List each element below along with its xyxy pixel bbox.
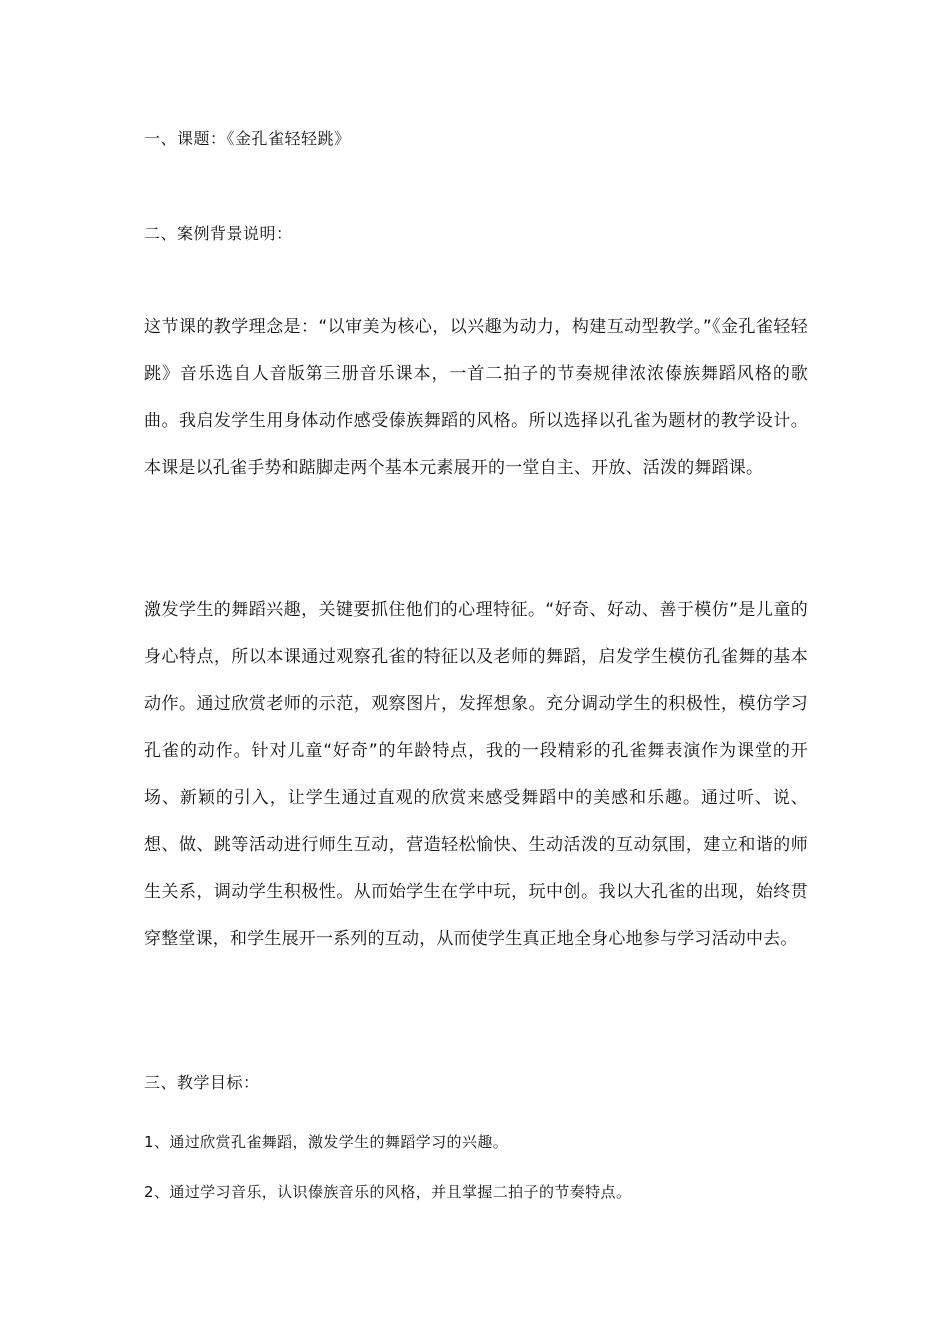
section-3-heading: 三、教学目标： [144, 1073, 260, 1092]
goal-item-1: 1、通过欣赏孔雀舞蹈，激发学生的舞蹈学习的兴趣。 [144, 1133, 509, 1151]
goal-item-2: 2、通过学习音乐，认识傣族音乐的风格，并且掌握二拍子的节奏特点。 [144, 1183, 632, 1201]
background-paragraph-2: 激发学生的舞蹈兴趣，关键要抓住他们的心理特征。“好奇、好动、善于模仿”是儿童的身心特点，所以本课通过观察孔雀的特征以及老师的舞蹈，启发学生模仿孔雀舞的基本动作。通过欣赏老师的示范，观察图片，发挥想象。充分调动学生的积极性，模仿学习孔雀的动作。针对儿童“好奇”的年龄特点，我的一段精彩的孔雀舞表演作为课堂的开场、新颖的引入，让学生通过直观的欣赏来感受舞蹈中的美感和乐趣。通过听、说、想、做、跳等活动进行师生互动，营造轻松愉快、生动活泼的互动氛围，建立和谐的师生关系，调动学生积极性。从而始学生在学中玩，玩中创。我以大孔雀的出现，始终贯穿整堂课，和学生展开一系列的互动，从而使学生真正地全身心地参与学习活动中去。 [144, 600, 808, 949]
section-2-heading: 二、案例背景说明： [144, 224, 293, 243]
section-1-heading: 一、课题：《金孔雀轻轻跳》 [144, 129, 351, 148]
background-paragraph-1: 这节课的教学理念是：“以审美为核心，以兴趣为动力，构建互动型教学。”《金孔雀轻轻跳》音乐选自人音版第三册音乐课本，一首二拍子的节奏规律浓浓傣族舞蹈风格的歌曲。我启发学生用身体动作感受傣族舞蹈的风格。所以选择以孔雀为题材的教学设计。本课是以孔雀手势和踮脚走两个基本元素展开的一堂自主、开放、活泼的舞蹈课。 [144, 317, 808, 478]
